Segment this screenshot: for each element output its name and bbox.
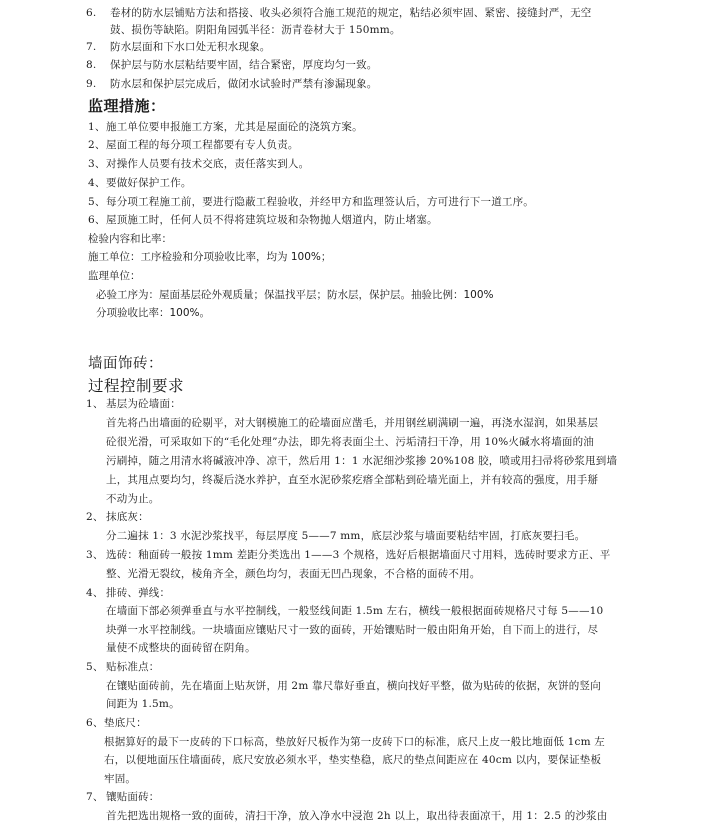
- supervision-item-2-num: 2、: [88, 139, 106, 151]
- wall-item-1-line-1: 首先将凸出墙面的砼剔平，对大钢模施工的砼墙面应凿毛，并用钢丝刷满刷一遍，再浇水湿润，如果基层: [106, 417, 599, 429]
- supervision-item-6-text: 屋顶施工时，任何人员不得将建筑垃圾和杂物抛人烟道内，防止堵塞。: [106, 214, 438, 226]
- supervision-item-3-text: 对操作人员要有技术交底，责任落实到人。: [106, 158, 310, 170]
- wall-subheading: 过程控制要求: [88, 377, 185, 395]
- wall-item-4-line-1: 在墙面下部必须弹垂直与水平控制线，一般竖线间距 1.5m 左右，横线一般根据面砖规格尺寸每 5——10: [106, 605, 604, 617]
- top-item-7-text: 防水层面和下水口处无积水现象。: [110, 41, 271, 53]
- top-item-6-num: 6.: [86, 7, 97, 19]
- wall-item-2-title: 抹底灰：: [106, 511, 149, 523]
- wall-item-6-line-2: 右，以便地面压住墙面砖，底尺安放必须水平，垫实垫稳，底尺的垫点间距应在 40cm 以内，要保证垫板: [104, 754, 602, 766]
- wall-item-4-line-2: 块弹一水平控制线。一块墙面应镶贴尺寸一致的面砖，开始镶贴时一般由阳角开始，自下而上的进行，尽: [106, 624, 599, 636]
- supervision-item-1-text: 施工单位要申报施工方案，尤其是屋面砼的浇筑方案。: [106, 121, 363, 133]
- top-item-6-line-2: 鼓、损伤等缺陷。阴阳角园弧半径：沥青卷材大于 150mm。: [110, 24, 401, 36]
- wall-item-1-line-5: 不动为止。: [106, 493, 160, 505]
- wall-item-1-title: 基层为砼墙面：: [106, 398, 181, 410]
- wall-item-6-num: 6、: [86, 717, 104, 729]
- wall-item-1-line-2: 砼很光滑，可采取如下的“毛化处理”办法，即先将表面尘土、污垢清扫干净，用 10%火碱水将墙面的油: [106, 436, 595, 448]
- wall-item-3-num: 3、: [86, 549, 104, 561]
- wall-item-5-line-1: 在镶贴面砖前，先在墙面上贴灰饼，用 2m 靠尺靠好垂直，横向找好平整，做为贴砖的依据，灰饼的竖向: [106, 680, 601, 692]
- wall-item-7-title: 镶贴面砖：: [106, 791, 160, 803]
- wall-item-1-num: 1、: [86, 398, 104, 410]
- supervision-item-6-num: 6、: [88, 214, 106, 226]
- supervision-item-1-num: 1、: [88, 121, 106, 133]
- wall-item-3-line-1: 选砖：釉面砖一般按 1mm 差距分类选出 1——3 个规格，选好后根据墙面尺寸用料，选砖时要求方正、平: [106, 549, 611, 561]
- wall-item-4-num: 4、: [86, 587, 104, 599]
- wall-item-7-num: 7、: [86, 791, 104, 803]
- wall-item-7-line-1: 首先把选出规格一致的面砖，清扫干净，放入净水中浸泡 2h 以上，取出待表面凉干，用 1：2.5 的沙浆由: [106, 810, 608, 822]
- wall-heading: 墙面饰砖：: [88, 356, 163, 372]
- supervision-item-5-text: 每分项工程施工前，要进行隐蔽工程验收，并经甲方和监理签认后，方可进行下一道工序。: [106, 196, 534, 208]
- supervision-item-4-num: 4、: [88, 177, 106, 189]
- inspection-title: 检验内容和比率：: [88, 233, 172, 245]
- supervisor-line-1: 必验工序为：屋面基层砼外观质量；保温找平层；防水层，保护层。抽验比例：100%: [96, 289, 494, 301]
- top-item-9-text: 防水层和保护层完成后，做闭水试验时严禁有渗漏现象。: [110, 78, 378, 90]
- wall-item-2-num: 2、: [86, 511, 104, 523]
- supervision-item-5-num: 5、: [88, 196, 106, 208]
- wall-item-4-line-3: 量使不成整块的面砖留在阴角。: [106, 642, 256, 654]
- top-item-9-num: 9.: [86, 78, 97, 90]
- supervisor-line-2: 分项验收比率：100%。: [96, 307, 211, 319]
- wall-item-5-num: 5、: [86, 661, 104, 673]
- supervision-heading: 监理措施：: [88, 97, 166, 115]
- wall-item-6-title: 垫底尺：: [104, 717, 147, 729]
- wall-item-6-line-3: 牢固。: [104, 773, 137, 785]
- top-item-7-num: 7.: [86, 41, 97, 53]
- wall-item-3-line-2: 整、光滑无裂纹，棱角齐全，颜色均匀，表面无凹凸现象，不合格的面砖不用。: [106, 568, 481, 580]
- wall-item-5-line-2: 间距为 1.5m。: [106, 698, 180, 710]
- supervisor-title: 监理单位：: [88, 270, 141, 282]
- wall-item-4-title: 排砖、弹线：: [106, 587, 171, 599]
- supervision-item-4-text: 要做好保护工作。: [106, 177, 192, 189]
- wall-item-6-line-1: 根据算好的最下一皮砖的下口标高，垫放好尺板作为第一皮砖下口的标准，底尺上皮一般比地面低 1cm 左: [104, 736, 605, 748]
- supervision-item-2-text: 屋面工程的每分项工程都要有专人负责。: [106, 139, 299, 151]
- wall-item-1-line-3: 污刷掉，随之用清水将碱液冲净、凉干，然后用 1：1 水泥细沙浆掺 20%108 胶，喷或用扫帚将砂浆甩到墙: [106, 455, 618, 467]
- wall-item-2-line-1: 分二遍抹 1：3 水泥沙浆找平，每层厚度 5——7 mm，底层沙浆与墙面要粘结牢固，打底灰要扫毛。: [106, 530, 586, 542]
- wall-item-5-title: 贴标准点：: [106, 661, 160, 673]
- top-item-8-text: 保护层与防水层粘结要牢固，结合紧密，厚度均匀一致。: [110, 59, 378, 71]
- wall-item-1-line-4: 上，其甩点要均匀，终凝后浇水养护，直至水泥砂浆疙瘩全部粘到砼墙光面上，并有较高的强度，用手掰: [106, 474, 599, 486]
- top-item-6-line-1: 卷材的防水层铺贴方法和搭接、收头必须符合施工规范的规定，粘结必须牢固、紧密、接缝封严，无空: [110, 7, 592, 19]
- contractor-line: 施工单位：工序检验和分项验收比率，均为 100%；: [88, 251, 332, 263]
- top-item-8-num: 8.: [86, 59, 97, 71]
- supervision-item-3-num: 3、: [88, 158, 106, 170]
